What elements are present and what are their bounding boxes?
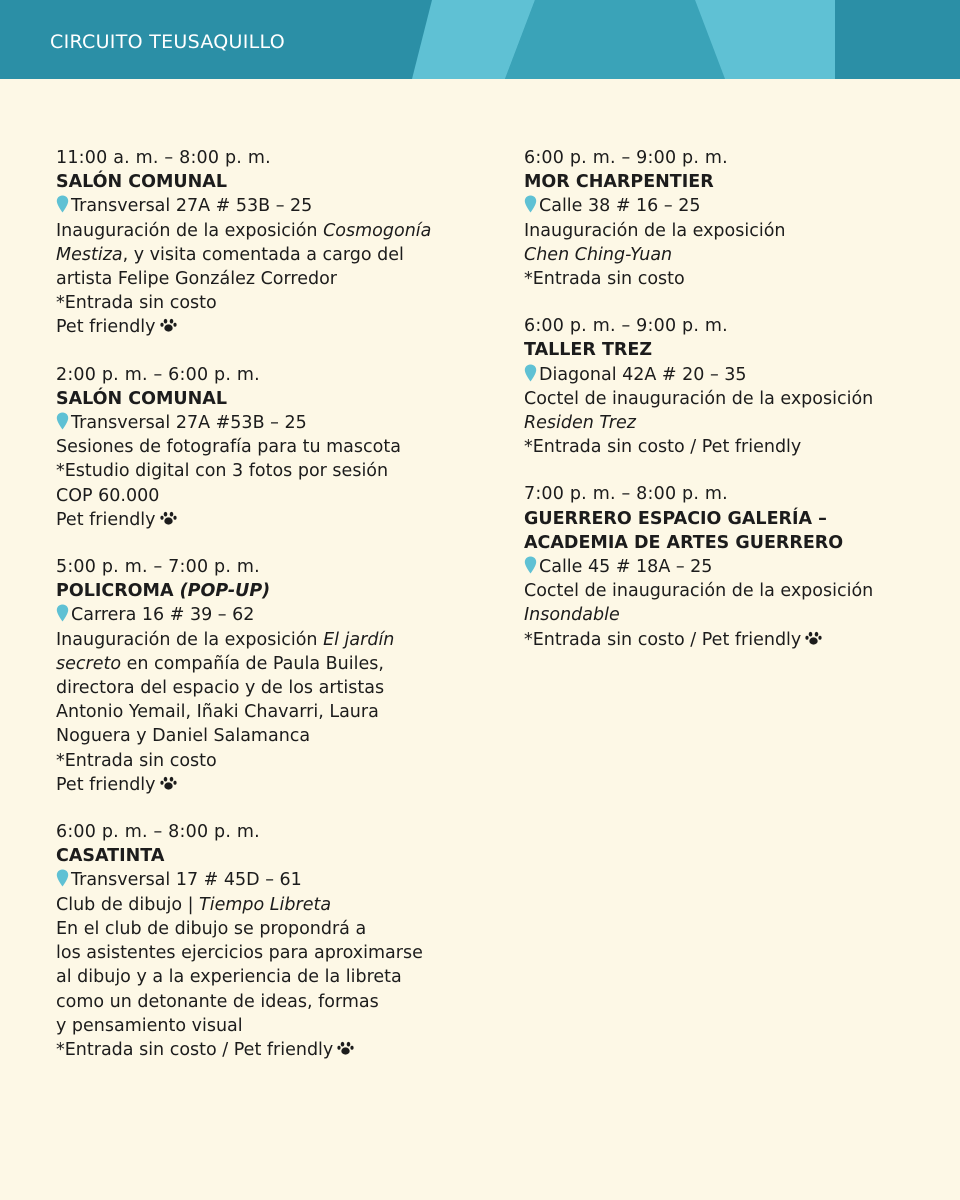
event-description-line	[524, 579, 944, 603]
description-text: *Entrada sin costo	[56, 293, 217, 314]
paw-print-icon	[160, 317, 177, 333]
event-venue	[524, 170, 944, 194]
italic-title: Residen Trez	[524, 413, 636, 434]
event-description-line	[56, 628, 476, 652]
event-time: 6:00 p. m. – 9:00 p. m.	[524, 148, 728, 168]
event-address	[524, 555, 944, 579]
event-description-line	[56, 773, 476, 797]
event-address	[56, 194, 476, 218]
event-address	[56, 603, 476, 627]
description-text: *Entrada sin costo / Pet friendly	[524, 437, 802, 458]
event-description-line	[524, 603, 944, 627]
event-time: 6:00 p. m. – 8:00 p. m.	[56, 822, 260, 843]
page-title: CIRCUITO TEUSAQUILLO	[50, 31, 286, 53]
location-pin-icon	[524, 195, 537, 213]
event-description-line	[56, 315, 476, 339]
description-text: artista Felipe González Corredor	[56, 269, 337, 290]
location-pin-icon	[56, 412, 69, 430]
event-time: 2:00 p. m. – 6:00 p. m.	[56, 364, 260, 385]
event-description-line	[524, 387, 944, 411]
location-pin-icon	[56, 869, 69, 887]
event-time: 6:00 p. m. – 9:00 p. m.	[524, 316, 728, 337]
event-time: 11:00 a. m. – 8:00 p. m.	[56, 148, 271, 168]
event-description-line	[56, 1014, 476, 1038]
event-description-line	[56, 267, 476, 291]
event-description-line	[56, 676, 476, 700]
italic-title: Insondable	[524, 605, 620, 626]
event-description-line	[56, 700, 476, 724]
description-text: *Estudio digital con 3 fotos por sesión	[56, 461, 389, 482]
description-text: Pet friendly	[56, 509, 156, 530]
venue-name: TALLER TREZ	[524, 340, 653, 361]
paw-print-icon	[160, 510, 177, 526]
event-description-line	[56, 724, 476, 748]
event-description-line	[56, 917, 476, 941]
event-entry	[524, 314, 944, 459]
event-description-line	[56, 435, 476, 459]
event-description-line	[56, 243, 476, 267]
event-entry	[524, 146, 944, 291]
header-shape-mid	[505, 0, 725, 79]
italic-title: Chen Ching-Yuan	[524, 244, 673, 265]
events-column-left	[56, 146, 476, 1085]
event-description-line	[56, 291, 476, 315]
event-venue	[56, 844, 476, 868]
description-text: *Entrada sin costo / Pet friendly	[56, 1039, 334, 1060]
address-text: Transversal 27A #53B – 25	[71, 413, 307, 434]
event-venue-line-2: ACADEMIA DE ARTES GUERRERO	[524, 532, 844, 553]
venue-tag: (POP-UP)	[179, 581, 271, 602]
venue-name: MOR CHARPENTIER	[524, 172, 714, 193]
event-description-line	[56, 652, 476, 676]
description-text: y pensamiento visual	[56, 1015, 243, 1036]
event-description-line	[524, 628, 944, 652]
event-entry	[56, 820, 476, 1062]
event-entry	[56, 146, 476, 340]
event-entry	[524, 482, 944, 651]
event-venue	[56, 170, 476, 194]
description-text: En el club de dibujo se propondrá a	[56, 918, 367, 939]
description-text: al dibujo y a la experiencia de la libreta	[56, 967, 402, 988]
address-text: Transversal 17 # 45D – 61	[71, 870, 302, 891]
event-description-line	[524, 267, 944, 291]
description-text: Coctel de inauguración de la exposición	[524, 581, 874, 602]
event-venue	[524, 338, 944, 362]
description-text: *Entrada sin costo / Pet friendly	[524, 629, 802, 650]
venue-name: SALÓN COMUNAL	[56, 172, 227, 193]
description-text: Inauguración de la exposición	[56, 220, 324, 241]
description-text: Pet friendly	[56, 774, 156, 795]
event-description-line	[56, 941, 476, 965]
event-description-line	[56, 459, 476, 483]
event-venue	[56, 387, 476, 411]
location-pin-icon	[524, 364, 537, 382]
description-text: , y visita comentada a cargo del	[122, 244, 404, 265]
event-description-line	[56, 990, 476, 1014]
address-text: Diagonal 42A # 20 – 35	[539, 364, 747, 385]
italic-title: secreto	[56, 653, 122, 674]
description-text: en compañía de Paula Builes,	[121, 653, 384, 674]
event-description-line	[56, 893, 476, 917]
description-text: Pet friendly	[56, 317, 156, 338]
description-text: Coctel de inauguración de la exposición	[524, 388, 874, 409]
event-address	[56, 868, 476, 892]
venue-name: SALÓN COMUNAL	[56, 388, 227, 409]
description-text: Antonio Yemail, Iñaki Chavarri, Laura	[56, 702, 379, 723]
events-column-right	[524, 146, 944, 675]
event-description-line	[56, 508, 476, 532]
event-entry	[56, 363, 476, 532]
event-venue	[524, 507, 944, 531]
description-text: Club de dibujo |	[56, 894, 200, 915]
address-text: Calle 45 # 18A – 25	[539, 557, 713, 578]
event-time: 5:00 p. m. – 7:00 p. m.	[56, 557, 260, 578]
location-pin-icon	[56, 195, 69, 213]
event-description-line	[524, 243, 944, 267]
event-address	[56, 411, 476, 435]
description-text: Inauguración de la exposición	[524, 220, 786, 241]
paw-print-icon	[337, 1040, 354, 1056]
description-text: como un detonante de ideas, formas	[56, 991, 379, 1012]
italic-title: Cosmogonía	[323, 220, 432, 241]
description-text: Noguera y Daniel Salamanca	[56, 726, 311, 747]
italic-title: El jardín	[323, 629, 395, 650]
address-text: Calle 38 # 16 – 25	[539, 196, 701, 217]
venue-name: POLICROMA	[56, 581, 180, 602]
description-text: directora del espacio y de los artistas	[56, 678, 385, 699]
italic-title: Tiempo Libreta	[199, 894, 332, 915]
header-banner	[0, 0, 960, 79]
event-description-line	[524, 219, 944, 243]
location-pin-icon	[56, 604, 69, 622]
description-text: *Entrada sin costo	[524, 269, 685, 290]
description-text: Sesiones de fotografía para tu mascota	[56, 437, 401, 458]
event-address	[524, 194, 944, 218]
event-venue	[56, 579, 476, 603]
paw-print-icon	[805, 630, 822, 646]
venue-name: GUERRERO ESPACIO GALERÍA –	[524, 508, 827, 529]
description-text: los asistentes ejercicios para aproximarse	[56, 943, 423, 964]
event-description-line	[56, 1038, 476, 1062]
address-text: Transversal 27A # 53B – 25	[71, 196, 313, 217]
italic-title: Mestiza	[56, 244, 123, 265]
event-description-line	[524, 411, 944, 435]
event-description-line	[56, 749, 476, 773]
description-text: *Entrada sin costo	[56, 750, 217, 771]
event-time: 7:00 p. m. – 8:00 p. m.	[524, 484, 728, 505]
event-description-line	[56, 965, 476, 989]
event-description-line	[524, 435, 944, 459]
description-text: COP 60.000	[56, 485, 160, 506]
location-pin-icon	[524, 556, 537, 574]
address-text: Carrera 16 # 39 – 62	[71, 605, 255, 626]
paw-print-icon	[160, 775, 177, 791]
description-text: Inauguración de la exposición	[56, 629, 324, 650]
event-entry	[56, 555, 476, 797]
event-description-line	[56, 219, 476, 243]
event-address	[524, 363, 944, 387]
event-description-line	[56, 484, 476, 508]
venue-name: CASATINTA	[56, 846, 165, 867]
